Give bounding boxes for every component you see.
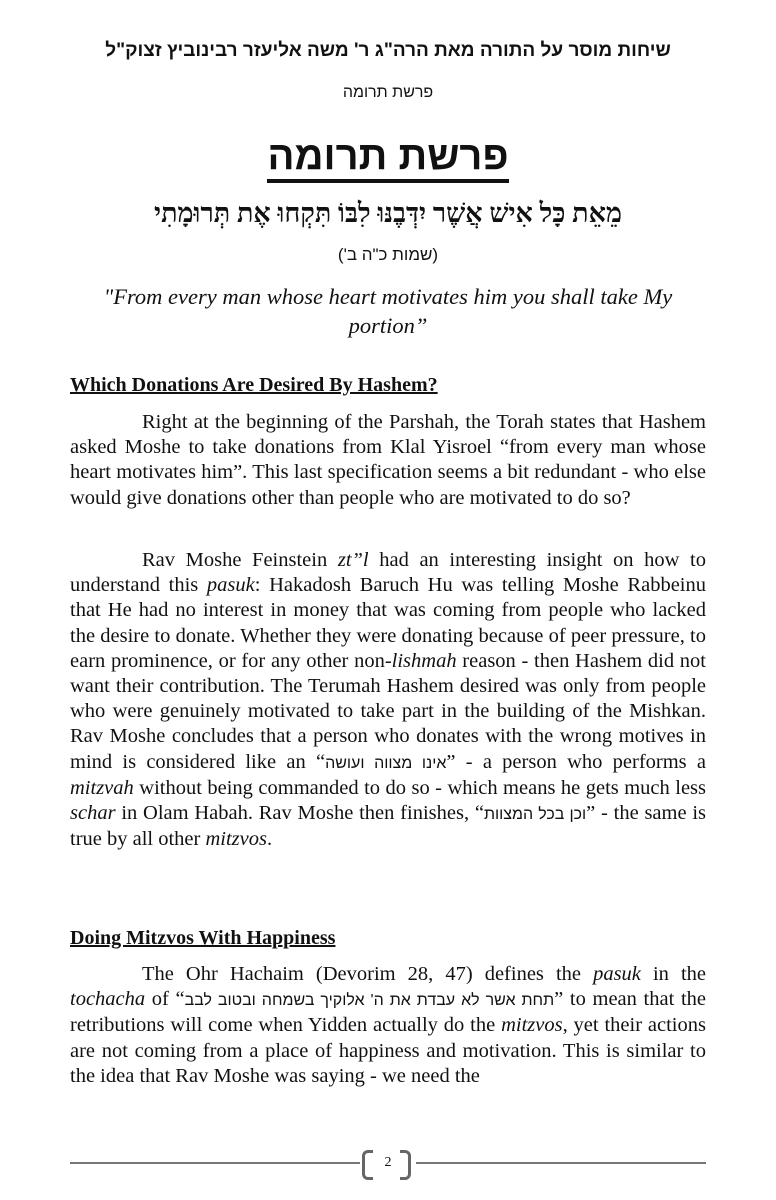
- hebrew-text: אינו מצווה ועושה: [325, 754, 447, 772]
- italic-text: schar: [70, 802, 116, 825]
- text: in Olam Habah. Rav Moshe then finishes, “: [115, 802, 484, 825]
- paragraph: [70, 962, 706, 1089]
- page-number: 2: [384, 1155, 392, 1170]
- right-bracket: [400, 1150, 411, 1180]
- italic-text: pasuk: [206, 574, 255, 597]
- footer-rule: [70, 1162, 360, 1164]
- pasuk-reference: (שמות כ"ה ב'): [337, 245, 439, 264]
- italic-text: mitzvos: [205, 828, 267, 851]
- translation: "From every man whose heart motivates him you shall take My portion”: [103, 284, 673, 338]
- italic-text: pasuk: [593, 963, 641, 985]
- italic-text: tochacha: [70, 988, 146, 1011]
- series-header: שיחות מוסר על התורה מאת הרה"ג ר' משה אליעזר רבינוביץ זצוק"ל: [105, 40, 671, 61]
- page-title: [0, 134, 776, 179]
- text: .: [266, 828, 273, 851]
- pasuk-quote: מֵאֵת כָּל אִישׁ אֲשֶׁר יִדְּבֶנּוּ לִבּוֹ תִּקְחוּ אֶת תְּרוּמָתִי: [154, 198, 622, 228]
- hebrew-text: תחת אשר לא עבדת את ה' אלוקיך בשמחה ובטוב לבב: [184, 992, 555, 1010]
- text: without being commanded to do so - which means he gets much less: [133, 776, 706, 799]
- page-title-text: פרשת תרומה: [267, 134, 508, 183]
- italic-text: lishmah: [391, 649, 457, 672]
- paragraph: [70, 410, 706, 511]
- italic-text: zt”l: [337, 549, 369, 571]
- text: The Ohr Hachaim (Devorim 28, 47) defines the: [142, 963, 594, 985]
- italic-text: mitzvos: [501, 1014, 563, 1037]
- section-heading: Doing Mitzvos With Happiness: [70, 927, 336, 949]
- text: in the: [640, 963, 706, 985]
- paragraph: [70, 548, 706, 852]
- text: ” to mean that the retributions will come when Yidden actually do the: [70, 988, 706, 1037]
- text: , yet their actions are not coming from a place of happiness and motivation. This is similar to the idea that Rav Moshe was saying - we need the: [70, 1014, 706, 1087]
- footer-rule: [416, 1162, 706, 1164]
- hebrew-text: וכן בכל המצוות: [483, 806, 587, 824]
- text: had an interesting insight on how to understand this: [70, 549, 706, 597]
- text: ” - a person who performs a: [446, 750, 706, 773]
- text: reason - then Hashem did not want their contribution. The Terumah Hashem desired was only from people who were genuinely motivated to take part in the building of the Mishkan. Rav Moshe concludes that a person who donates with the wrong motives in mind is considered like an “: [70, 649, 706, 773]
- text: of “: [145, 988, 185, 1011]
- italic-text: mitzvah: [70, 776, 134, 799]
- text: ” - the same is true by all other: [70, 802, 707, 851]
- text: Right at the beginning of the Parshah, the Torah states that Hashem asked Moshe to take donations from Klal Yisroel “from every man whose heart motivates him”. This last specification seems a bit redundant - who else would give donations other than people who are motivated to do so?: [70, 411, 706, 509]
- page-footer: [70, 1150, 706, 1176]
- section-heading: Which Donations Are Desired By Hashem?: [70, 374, 438, 396]
- text: : Hakadosh Baruch Hu was telling Moshe Rabbeinu that He had no interest in money that was coming from people who lacked the desire to donate. Whether they were donating because of peer pressure, to earn prominence, or for any other non-: [70, 574, 707, 672]
- parsha-subheader: פרשת תרומה: [342, 84, 434, 101]
- text: Rav Moshe Feinstein: [142, 549, 338, 571]
